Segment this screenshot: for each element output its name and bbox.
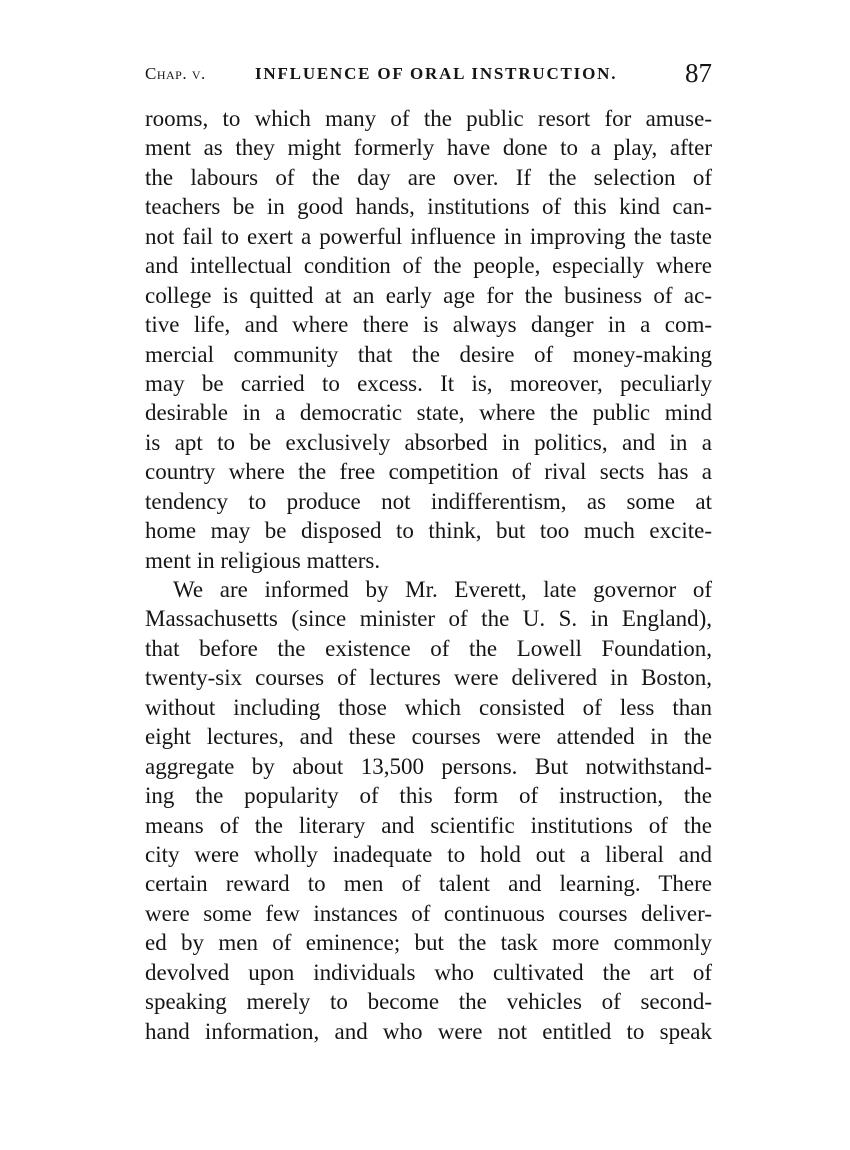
text-line: not fail to exert a powerful influence in improving the taste bbox=[145, 223, 712, 249]
text-line: tive life, and where there is always danger in a com- bbox=[145, 312, 712, 338]
text-line: country where the free competition of rival sects has a bbox=[145, 459, 712, 485]
text-line: speaking merely to become the vehicles of second- bbox=[145, 989, 712, 1015]
running-head bbox=[145, 58, 712, 92]
text-line: eight lectures, and these courses were attended in the bbox=[145, 724, 712, 750]
page-number: 87 bbox=[685, 58, 712, 88]
text-line: twenty-six courses of lectures were delivered in Boston, bbox=[145, 665, 712, 691]
text-line: hand information, and who were not entitled to speak bbox=[145, 1018, 712, 1044]
text-line: may be carried to excess. It is, moreover, peculiarly bbox=[145, 370, 712, 396]
text-line: ment as they might formerly have done to a play, after bbox=[145, 135, 712, 161]
text-line: is apt to be exclusively absorbed in politics, and in a bbox=[145, 429, 712, 455]
text-line: ing the popularity of this form of instruction, the bbox=[145, 783, 712, 809]
text-line: the labours of the day are over. If the selection of bbox=[145, 164, 712, 190]
text-line: college is quitted at an early age for the business of ac- bbox=[145, 282, 712, 308]
text-line: certain reward to men of talent and learning. There bbox=[145, 871, 712, 897]
text-line: devolved upon individuals who cultivated the art of bbox=[145, 959, 712, 985]
text-line: mercial community that the desire of money-making bbox=[145, 341, 712, 367]
text-line: home may be disposed to think, but too much excite- bbox=[145, 518, 712, 544]
running-title: INFLUENCE OF ORAL INSTRUCTION. bbox=[255, 64, 618, 83]
text-line: desirable in a democratic state, where the public mind bbox=[145, 400, 712, 426]
text-line: and intellectual condition of the people, especially where bbox=[145, 253, 712, 279]
chapter-label: Chap. v. bbox=[145, 64, 206, 83]
text-line: Massachusetts (since minister of the U. S. in England), bbox=[145, 606, 712, 632]
text-line: rooms, to which many of the public resort for amuse- bbox=[145, 106, 712, 131]
text-line: without including those which consisted of less than bbox=[145, 694, 712, 720]
text-line: teachers be in good hands, institutions of this kind can- bbox=[145, 194, 712, 220]
text-line: ed by men of eminence; but the task more commonly bbox=[145, 930, 712, 956]
body-text bbox=[145, 104, 712, 1046]
text-line: that before the existence of the Lowell Foundation, bbox=[145, 635, 712, 661]
paragraph-end-line: ment in religious matters. bbox=[145, 547, 381, 573]
text-line: aggregate by about 13,500 persons. But notwithstand- bbox=[145, 753, 712, 779]
text-line: tendency to produce not indifferentism, as some at bbox=[145, 488, 712, 514]
text-line: means of the literary and scientific institutions of the bbox=[145, 812, 712, 838]
text-line: were some few instances of continuous courses deliver- bbox=[145, 900, 712, 926]
text-line: city were wholly inadequate to hold out a liberal and bbox=[145, 841, 712, 867]
paragraph-start-line: We are informed by Mr. Everett, late governor of bbox=[173, 577, 712, 602]
